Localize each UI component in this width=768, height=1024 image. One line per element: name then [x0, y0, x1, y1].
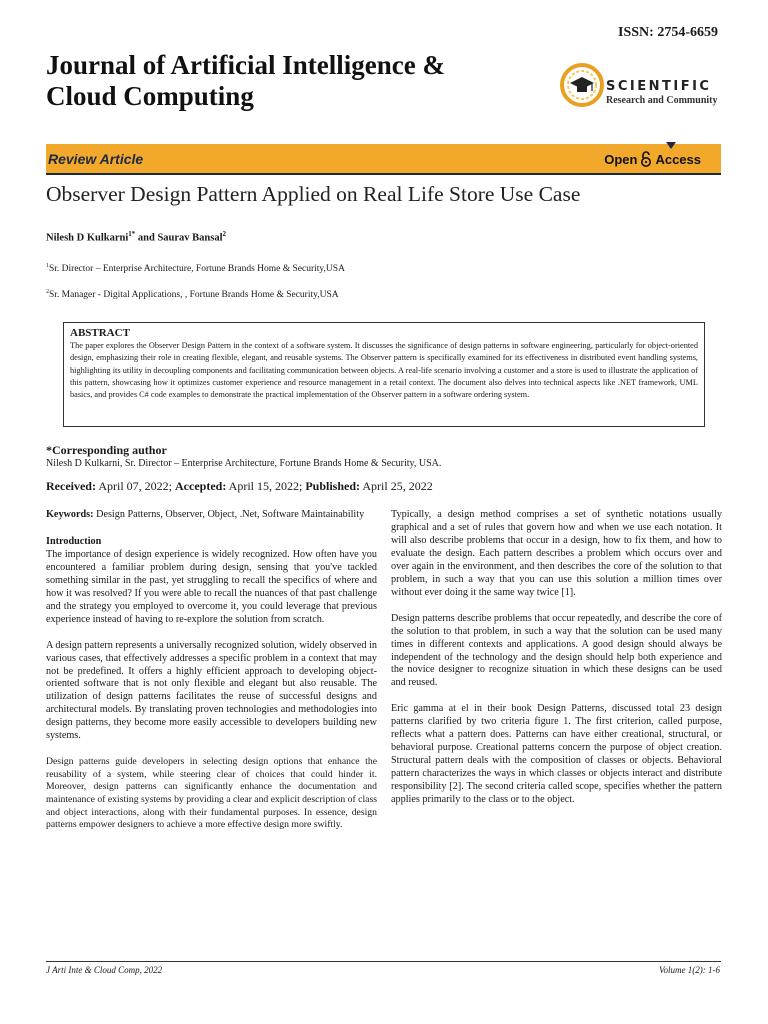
body-paragraph: Eric gamma at el in their book Design Patterns, discussed total 23 design patterns clarified by two criteria figure 1. The first criterion, called purpose, reflects what a pattern does. Patterns can have either creational, structural, or behavioral purpose. Creational patterns concern the purpose of object creation. Structural pattern deals with the composition of classes or objects. Behavioral pattern characterizes the ways in which classes or objects interact and distribute responsibility [2]. The second criteria called scope, specifies whether the pattern applies primarily to the class or to the object.	[391, 703, 722, 806]
body-paragraph: A design pattern represents a universally recognized solution, widely observed in various cases, that effectively addresses a specific problem in a context that may not be predefined. It offers a highly efficient approach to developing object-oriented software that is not only flexible and elegant but also reusable. The utilization of design patterns facilitates the reuse of successful designs and architectural models. By translating proven technologies and methodologies into design patterns, they become more easily accessible to developers building new systems.	[46, 639, 377, 742]
right-column	[391, 509, 722, 820]
body-paragraph: Typically, a design method comprises a set of synthetic notations usually graphical and a set of rules that govern how and when we use each notation. It will also describe problems that occur in a design, how to fix them, and how to evaluate the design. Each pattern describes a problem which occurs over and over again in the environment, and then describes the core of the solution to that problem, in such a way that you can use this solution a million times over without ever doing it the same way twice [1].	[391, 509, 722, 598]
corresponding-author-heading: *Corresponding author	[46, 443, 167, 457]
article-title: Observer Design Pattern Applied on Real Life Store Use Case	[46, 182, 581, 206]
author-1: Nilesh D Kulkarni	[46, 232, 129, 244]
abstract-text: The paper explores the Observer Design Pattern in the context of a software system. It discusses the significance of design patterns in software engineering, particularly for object-oriented design, emphasizing their role in creating flexible, elegant, and reusable systems. The Observer pattern is specifically examined for its effectiveness in distributed event handling systems, highlighting its utility in decoupling components and facilitating communication between objects. A real-life scenario involving a customer and a store is used to illustrate the application of this pattern, showcasing how it optimizes customer experience and resource management in a retail context. The document also delves into technical aspects like .NET framework, UML basics, and provides C# code examples to demonstrate the practical implementation of the Observer pattern in a software ordering system.	[70, 341, 698, 400]
received-label: Received:	[46, 479, 96, 493]
open-access-access: Access	[655, 151, 701, 167]
accepted-label: Accepted:	[175, 479, 227, 493]
body-paragraph: Design patterns guide developers in selecting design options that enhance the reusability of a system, while steering clear of choices that could hinder it. Moreover, design patterns can significantly enhance the documentation and maintenance of existing systems by providing a clear and explicit description of class and object interactions, along with their fundamental purposes. In essence, design patterns empower designers to achieve a more effective design more swiftly.	[46, 756, 377, 831]
open-access-badge	[604, 151, 701, 167]
introduction-heading: Introduction	[46, 535, 102, 547]
body-paragraph: Design patterns describe problems that occur repeatedly, and describe the core of the solution to that problem, in such a way that the solution can be used many times in different contexts and applications. A good design should always be independent of the technology and the design should help both experience and the novice designer to recognize situation in which these designs can be used and reused.	[391, 612, 722, 689]
footer-volume: Volume 1(2): 1-6	[659, 965, 720, 975]
affiliation-1	[46, 263, 345, 274]
abstract-heading: ABSTRACT	[70, 327, 130, 339]
affiliation-2	[46, 289, 339, 300]
logo-subtitle: Research and Community	[606, 95, 718, 106]
dates-line	[46, 479, 433, 494]
corresponding-author-text: Nilesh D Kulkarni, Sr. Director – Enterprise Architecture, Fortune Brands Home & Security, USA.	[46, 458, 442, 469]
affiliation-2-sup: 2	[46, 289, 49, 295]
affiliation-2-text: Sr. Manager - Digital Applications, , Fortune Brands Home & Security,USA	[49, 290, 339, 301]
band-notch	[666, 142, 676, 149]
logo-wordmark: SCIENTIFIC	[606, 79, 712, 94]
published-label: Published:	[305, 479, 361, 493]
issn-label: ISSN: 2754-6659	[618, 25, 718, 40]
author-2-sup: 2	[222, 230, 227, 238]
abstract-box	[63, 322, 705, 427]
footer-rule	[46, 961, 721, 962]
keywords-label: Keywords:	[46, 509, 94, 520]
journal-title	[46, 50, 526, 112]
authors-line	[46, 230, 226, 244]
article-type-band	[46, 144, 721, 175]
body-paragraph: The importance of design experience is widely recognized. How often have you encountered a familiar problem during design, sensing that you've tackled something similar in the past, yet struggling to recall the specifics of where and how it was resolved? If you were able to recall the nuances of that past challenge and the strategy you employed to overcome it, you could leverage that previous experience instead of having to re-explore the solution from scratch.	[46, 548, 377, 625]
published-date: April 25, 2022	[362, 479, 433, 493]
keywords	[46, 509, 377, 522]
globe-graduate-icon	[560, 60, 606, 110]
journal-title-line2: Cloud Computing	[46, 81, 254, 111]
author-1-sup: 1*	[128, 230, 136, 238]
publisher-logo	[560, 60, 730, 110]
affiliation-1-text: Sr. Director – Enterprise Architecture, Fortune Brands Home & Security,USA	[49, 264, 345, 275]
footer-citation: J Arti Inte & Cloud Comp, 2022	[46, 965, 163, 975]
affiliation-1-sup: 1	[46, 263, 49, 269]
left-column	[46, 509, 377, 845]
author-2: and Saurav Bansal	[135, 232, 223, 244]
open-lock-icon	[640, 151, 652, 167]
accepted-date: April 15, 2022;	[228, 479, 303, 493]
journal-title-line1: Journal of Artificial Intelligence &	[46, 50, 445, 80]
open-access-open: Open	[604, 151, 638, 167]
article-type-label: Review Article	[48, 151, 144, 167]
received-date: April 07, 2022;	[98, 479, 172, 493]
keywords-text: Design Patterns, Observer, Object, .Net, Software Maintainability	[96, 509, 365, 520]
